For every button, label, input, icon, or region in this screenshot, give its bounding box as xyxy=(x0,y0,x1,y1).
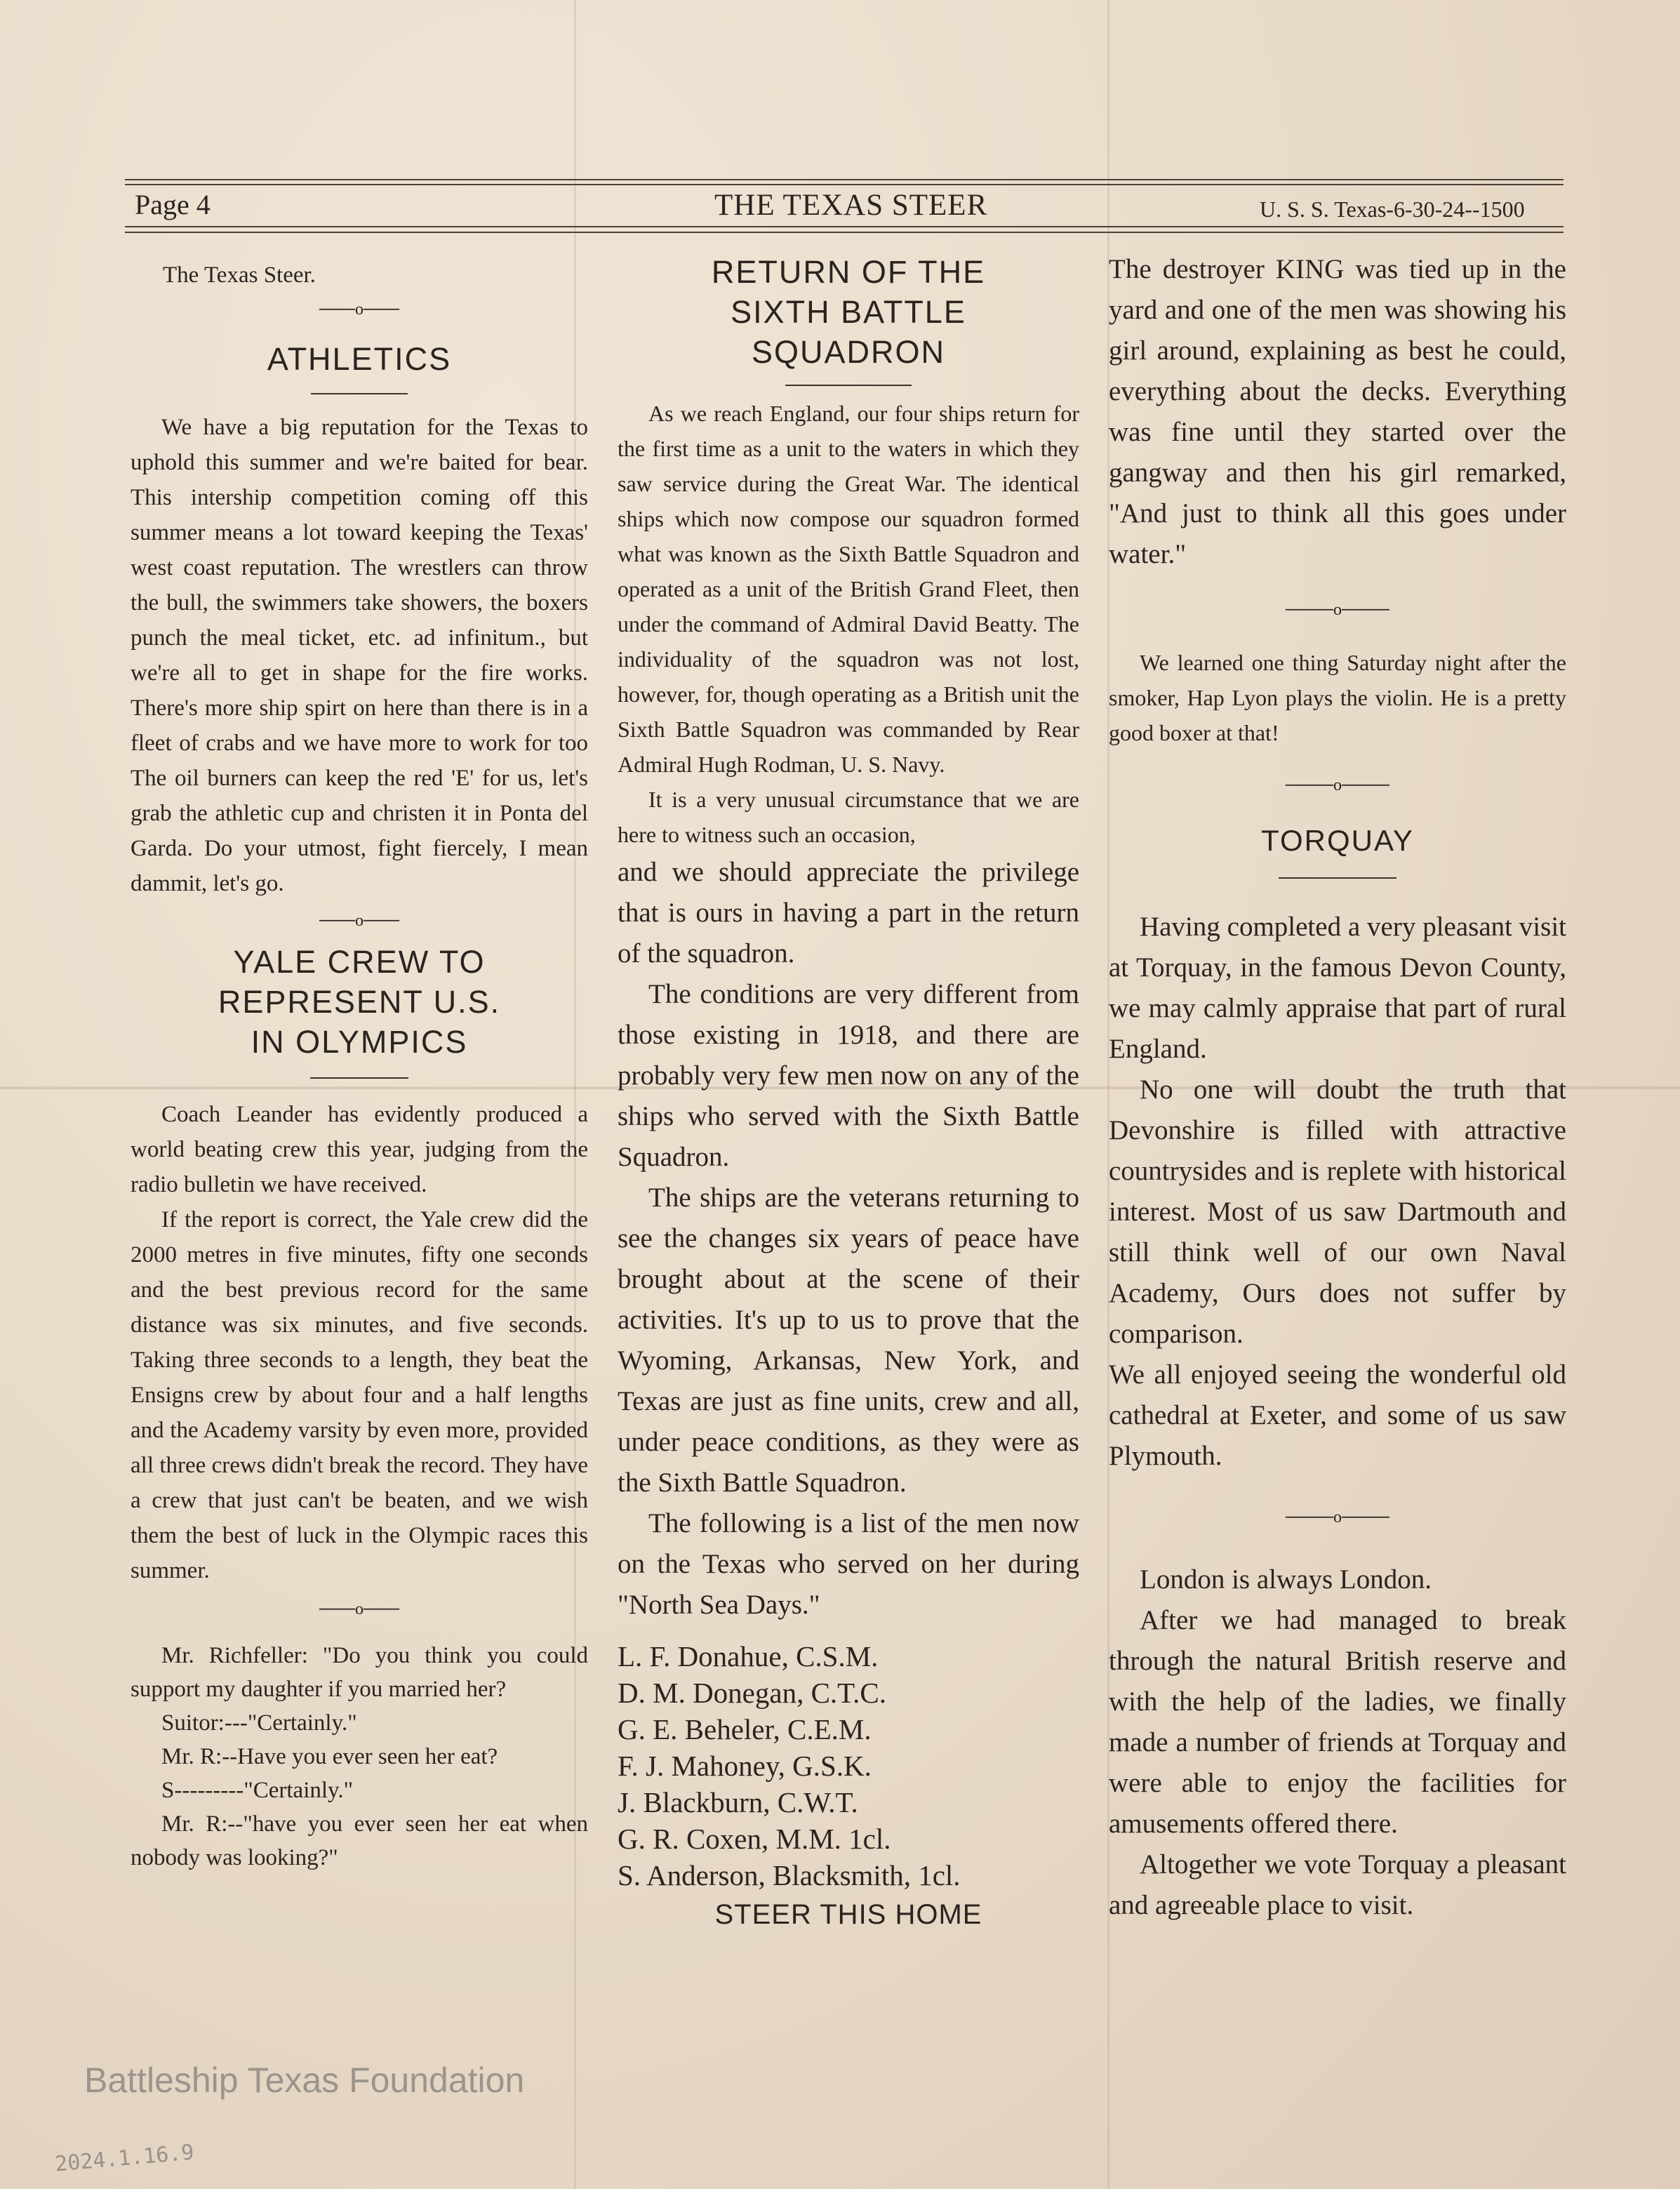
separator: ────o──── xyxy=(1285,776,1390,794)
issue-info: U. S. S. Texas-6-30-24--1500 xyxy=(1260,197,1525,222)
squadron-heading-line-1: RETURN OF THE xyxy=(711,254,986,290)
squadron-article-p3: The conditions are very different from those existing in 1918, and there are probably very few men now on any of the ships who served with the Sixth Battle Squadron. xyxy=(618,979,1079,1172)
column-left xyxy=(131,249,588,1875)
crew-list-item: G. E. Beheler, C.E.M. xyxy=(618,1713,872,1745)
foundation-watermark: Battleship Texas Foundation xyxy=(84,2061,525,2100)
joke-line-3: Mr. R:--Have you ever seen her eat? xyxy=(161,1744,498,1769)
masthead-rule-top xyxy=(125,179,1564,180)
squadron-article-p4: The ships are the veterans returning to see the changes six years of peace have brought about at the scene of their activities. It's up to us to prove that the Wyoming, Arkansas, New York, and Texas are just as fine units, crew and all, under peace conditions, as they were as the Sixth Battle Squadron. xyxy=(618,1183,1079,1498)
crew-list-item: L. F. Donahue, C.S.M. xyxy=(618,1640,879,1672)
separator: ───o─── xyxy=(319,300,400,319)
london-p2: After we had managed to break through the natural British reserve and with the help of the ladies, we finally made a number of friends at Torquay and were able to enjoy the facilities for amusements offered there. xyxy=(1109,1605,1566,1839)
joke-line-4: S---------"Certainly." xyxy=(161,1778,354,1803)
heading-rule xyxy=(310,1077,408,1079)
london-p3: Altogether we vote Torquay a pleasant and agreeable place to visit. xyxy=(1109,1849,1566,1920)
torquay-p2: No one will doubt the truth that Devonshire is filled with attractive countrysides and is replete with historical interest. Most of us saw Dartmouth and still think well of our own Naval Academy, Ours does not suffer by comparison. xyxy=(1109,1074,1566,1349)
squadron-article-p1: As we reach England, our four ships return for the first time as a unit to the waters in which they saw service during the Great War. The identical ships which now compose our squadron formed what was known as the Sixth Battle Squadron and operated as a unit of the British Grand Fleet, then under the command of Admiral David Beatty. The individuality of the squadron was not lost, however, for, though operating as a British unit the Sixth Battle Squadron was commanded by Rear Admiral Hugh Rodman, U. S. Navy. xyxy=(618,401,1079,777)
page-number: Page 4 xyxy=(135,189,211,220)
heading-rule xyxy=(311,393,408,394)
london-p1: London is always London. xyxy=(1140,1564,1432,1595)
squadron-heading-line-3: SQUADRON xyxy=(751,334,946,370)
separator: ───o─── xyxy=(319,1600,400,1618)
squadron-article-p2b: and we should appreciate the privilege that is ours in having a part in the return of the squadron. xyxy=(618,857,1079,969)
heading-rule xyxy=(785,385,912,386)
crew-list xyxy=(618,1638,1079,1894)
crew-list-item: J. Blackburn, C.W.T. xyxy=(618,1786,858,1818)
separator: ────o──── xyxy=(1285,601,1390,619)
masthead-rule-bottom-inner xyxy=(125,232,1564,233)
separator: ───o─── xyxy=(319,912,400,930)
heading-rule xyxy=(1279,877,1396,879)
yale-heading-line-2: REPRESENT U.S. xyxy=(218,984,501,1020)
athletics-heading: ATHLETICS xyxy=(267,341,452,377)
joke xyxy=(131,1639,588,1875)
separator: ────o──── xyxy=(1285,1508,1390,1526)
squadron-article-p5: The following is a list of the men now on the Texas who served on her during "North Sea Days." xyxy=(618,1508,1079,1620)
intro-line: The Texas Steer. xyxy=(163,262,316,288)
joke-line-1: Mr. Richfeller: "Do you think you could support my daughter if you married her? xyxy=(131,1643,588,1702)
masthead-rule-bottom xyxy=(125,226,1564,227)
crew-list-item: G. R. Coxen, M.M. 1cl. xyxy=(618,1823,891,1855)
joke-line-2: Suitor:---"Certainly." xyxy=(161,1710,357,1736)
torquay-heading: TORQUAY xyxy=(1261,824,1414,857)
athletics-article: We have a big reputation for the Texas to uphold this summer and we're baited for bear. This intership competition coming off this summer means a lot toward keeping the Texas' west coast reputation. The wrestlers can throw the bull, the swimmers take showers, the boxers punch the meal ticket, etc. ad infinitum., but we're all to get in shape for the fire works. There's more ship spirt on here than there is in a fleet of crabs and we have more to work for too The oil burners can keep the red 'E' for us, let's grab the athletic cup and christen it in Ponta del Garda. Do your utmost, fight fiercely, I mean dammit, let's go. xyxy=(131,415,588,896)
steer-this-home: STEER THIS HOME xyxy=(714,1899,982,1930)
torquay-p3: We all enjoyed seeing the wonderful old cathedral at Exeter, and some of us saw Plymouth. xyxy=(1109,1359,1566,1471)
crew-list-item: S. Anderson, Blacksmith, 1cl. xyxy=(618,1859,961,1891)
newspaper-title: THE TEXAS STEER xyxy=(714,189,988,222)
torquay-p1: Having completed a very pleasant visit at Torquay, in the famous Devon County, we may calmly appraise that part of rural England. xyxy=(1109,912,1566,1064)
yale-heading-line-3: IN OLYMPICS xyxy=(251,1024,468,1060)
column-center xyxy=(618,249,1079,1931)
squadron-heading-line-2: SIXTH BATTLE xyxy=(731,294,966,330)
yale-article-p1: Coach Leander has evidently produced a world beating crew this year, judging from the radio bulletin we have received. xyxy=(131,1102,588,1197)
squadron-article-p2a: It is a very unusual circumstance that we are here to witness such an occasion, xyxy=(618,787,1079,847)
column-right xyxy=(1109,249,1566,1926)
masthead-rule-top-inner xyxy=(125,184,1564,185)
crew-list-item: F. J. Mahoney, G.S.K. xyxy=(618,1750,872,1782)
hap-lyon-item: We learned one thing Saturday night after the smoker, Hap Lyon plays the violin. He is a pretty good boxer at that! xyxy=(1109,650,1566,745)
yale-heading-line-1: YALE CREW TO xyxy=(233,944,486,980)
joke-line-5: Mr. R:--"have you ever seen her eat when nobody was looking?" xyxy=(131,1811,588,1870)
destroyer-article: The destroyer KING was tied up in the yard and one of the men was showing his girl around, explaining as best he could, everything about the decks. Everything was fine until they started over the gangway and then his girl remarked, "And just to think all this goes under water." xyxy=(1109,254,1566,569)
catalog-number: 2024.1.16.9 xyxy=(53,2140,195,2177)
crew-list-item: D. M. Donegan, C.T.C. xyxy=(618,1677,887,1709)
yale-article-p2: If the report is correct, the Yale crew did the 2000 metres in five minutes, fifty one seconds and the best previous record for the same distance was six minutes, and five seconds. Taking three seconds to a length, they beat the Ensigns crew by about four and a half lengths and the Academy varsity by even more, provided all three crews didn't break the record. They have a crew that just can't be beaten, and we wish them the best of luck in the Olympic races this summer. xyxy=(131,1207,588,1583)
